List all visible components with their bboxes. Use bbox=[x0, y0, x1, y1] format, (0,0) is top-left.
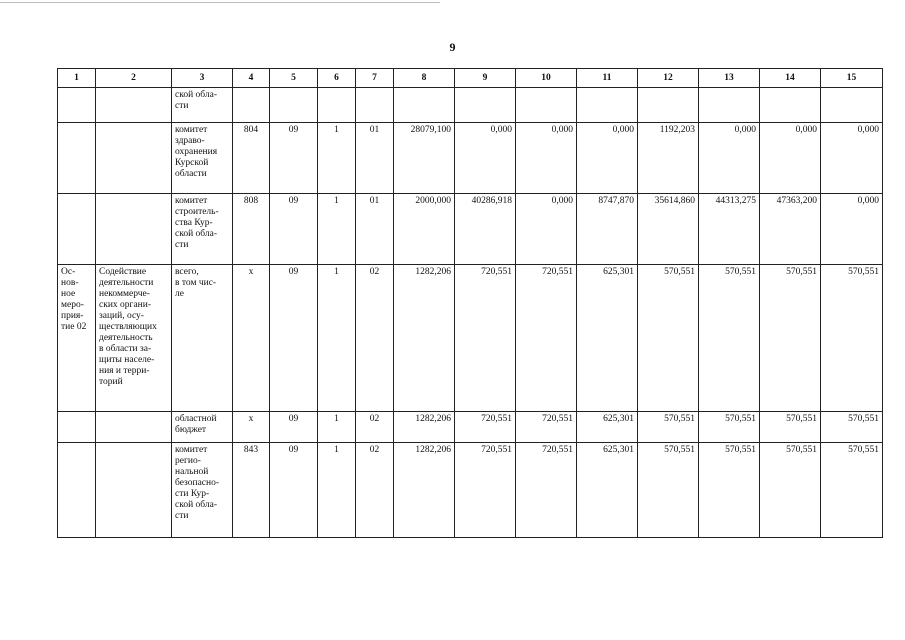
table-cell: 0,000 bbox=[821, 123, 883, 194]
table-cell: 44313,275 bbox=[699, 194, 760, 265]
table-cell: 843 bbox=[233, 443, 270, 538]
header-cell: 5 bbox=[270, 69, 318, 88]
table-cell bbox=[96, 412, 172, 443]
table-cell: 09 bbox=[270, 443, 318, 538]
header-cell: 4 bbox=[233, 69, 270, 88]
table-cell: 0,000 bbox=[821, 194, 883, 265]
table-cell bbox=[58, 412, 96, 443]
table-cell: 40286,918 bbox=[455, 194, 516, 265]
table-cell: 1 bbox=[318, 194, 356, 265]
top-scan-rule bbox=[0, 2, 440, 3]
table-cell: 570,551 bbox=[699, 265, 760, 412]
header-cell: 8 bbox=[394, 69, 455, 88]
header-cell: 1 bbox=[58, 69, 96, 88]
table-cell: 8747,870 bbox=[577, 194, 638, 265]
table-cell: 1 bbox=[318, 265, 356, 412]
table-cell bbox=[821, 88, 883, 123]
header-cell: 3 bbox=[172, 69, 233, 88]
table-cell: 570,551 bbox=[699, 443, 760, 538]
header-cell: 6 bbox=[318, 69, 356, 88]
table-cell: комитет здраво- охранения Курской области bbox=[172, 123, 233, 194]
budget-table bbox=[57, 68, 883, 538]
table-cell: 09 bbox=[270, 265, 318, 412]
table-cell: 804 bbox=[233, 123, 270, 194]
table-cell: 720,551 bbox=[516, 412, 577, 443]
header-cell: 13 bbox=[699, 69, 760, 88]
table-cell bbox=[455, 88, 516, 123]
table-cell: 09 bbox=[270, 123, 318, 194]
table-cell: х bbox=[233, 412, 270, 443]
table-cell: 0,000 bbox=[760, 123, 821, 194]
table-cell: 1282,206 bbox=[394, 265, 455, 412]
table-cell: 0,000 bbox=[577, 123, 638, 194]
table-cell bbox=[356, 88, 394, 123]
table-cell: 01 bbox=[356, 123, 394, 194]
table-cell: 570,551 bbox=[821, 265, 883, 412]
table-cell bbox=[58, 123, 96, 194]
table-cell bbox=[96, 88, 172, 123]
table-cell: 570,551 bbox=[760, 412, 821, 443]
table-cell bbox=[58, 194, 96, 265]
table-cell: 0,000 bbox=[516, 123, 577, 194]
table-cell: 625,301 bbox=[577, 443, 638, 538]
table-cell: 625,301 bbox=[577, 412, 638, 443]
table-cell: всего, в том чис- ле bbox=[172, 265, 233, 412]
table-cell: 02 bbox=[356, 443, 394, 538]
table-cell bbox=[58, 88, 96, 123]
table-cell: 1 bbox=[318, 123, 356, 194]
table-cell: 570,551 bbox=[638, 443, 699, 538]
table-cell bbox=[96, 194, 172, 265]
table-cell bbox=[318, 88, 356, 123]
table-cell: 1192,203 bbox=[638, 123, 699, 194]
table-cell: 720,551 bbox=[455, 412, 516, 443]
table-cell: 570,551 bbox=[821, 412, 883, 443]
table-cell: 0,000 bbox=[699, 123, 760, 194]
header-cell: 7 bbox=[356, 69, 394, 88]
header-cell: 9 bbox=[455, 69, 516, 88]
table-cell bbox=[760, 88, 821, 123]
table-cell: ской обла- сти bbox=[172, 88, 233, 123]
header-cell: 2 bbox=[96, 69, 172, 88]
table-row bbox=[58, 265, 883, 412]
header-cell: 10 bbox=[516, 69, 577, 88]
table-cell bbox=[394, 88, 455, 123]
table-cell: 01 bbox=[356, 194, 394, 265]
table-cell bbox=[638, 88, 699, 123]
table-cell: комитет регио- нальной безопасно- сти Кур- ской обла- сти bbox=[172, 443, 233, 538]
table-cell: 47363,200 bbox=[760, 194, 821, 265]
page-number: 9 bbox=[449, 40, 456, 54]
table-cell: 720,551 bbox=[516, 443, 577, 538]
table-cell: 570,551 bbox=[760, 443, 821, 538]
table-cell: 625,301 bbox=[577, 265, 638, 412]
table-cell: 720,551 bbox=[455, 443, 516, 538]
header-cell: 14 bbox=[760, 69, 821, 88]
table-cell: 1282,206 bbox=[394, 412, 455, 443]
table-cell: 02 bbox=[356, 265, 394, 412]
table-cell: 02 bbox=[356, 412, 394, 443]
header-cell: 15 bbox=[821, 69, 883, 88]
table-row bbox=[58, 194, 883, 265]
table-cell: 0,000 bbox=[516, 194, 577, 265]
table-cell bbox=[516, 88, 577, 123]
table-cell: 35614,860 bbox=[638, 194, 699, 265]
table-cell: 720,551 bbox=[516, 265, 577, 412]
table-cell: 1 bbox=[318, 443, 356, 538]
table-cell bbox=[577, 88, 638, 123]
table-cell: 720,551 bbox=[455, 265, 516, 412]
table-cell: 808 bbox=[233, 194, 270, 265]
table-cell: 570,551 bbox=[760, 265, 821, 412]
table-cell: Содействие деятельности некоммерче- ских органи- заций, осу- ществляющих деятельность в области за- щиты населе- ния и терри- торий bbox=[96, 265, 172, 412]
table-cell: 09 bbox=[270, 412, 318, 443]
table-cell: областной бюджет bbox=[172, 412, 233, 443]
table-row bbox=[58, 123, 883, 194]
table-cell: 2000,000 bbox=[394, 194, 455, 265]
table-cell bbox=[699, 88, 760, 123]
table-row bbox=[58, 443, 883, 538]
table-cell bbox=[270, 88, 318, 123]
table-cell: 1 bbox=[318, 412, 356, 443]
table-cell: 1282,206 bbox=[394, 443, 455, 538]
table-cell bbox=[96, 123, 172, 194]
table-cell bbox=[233, 88, 270, 123]
table-cell: 570,551 bbox=[638, 265, 699, 412]
header-cell: 12 bbox=[638, 69, 699, 88]
table-cell: 09 bbox=[270, 194, 318, 265]
table-cell: 570,551 bbox=[821, 443, 883, 538]
table-cell bbox=[58, 443, 96, 538]
table-cell: комитет строитель- ства Кур- ской обла- сти bbox=[172, 194, 233, 265]
table-cell: Ос- нов- ное меро- прия- тие 02 bbox=[58, 265, 96, 412]
table-row bbox=[58, 88, 883, 123]
table-row bbox=[58, 412, 883, 443]
table-cell: 0,000 bbox=[455, 123, 516, 194]
header-row bbox=[58, 69, 883, 88]
table-cell bbox=[96, 443, 172, 538]
table-cell: 570,551 bbox=[699, 412, 760, 443]
header-cell: 11 bbox=[577, 69, 638, 88]
table-cell: х bbox=[233, 265, 270, 412]
table-cell: 28079,100 bbox=[394, 123, 455, 194]
table-cell: 570,551 bbox=[638, 412, 699, 443]
